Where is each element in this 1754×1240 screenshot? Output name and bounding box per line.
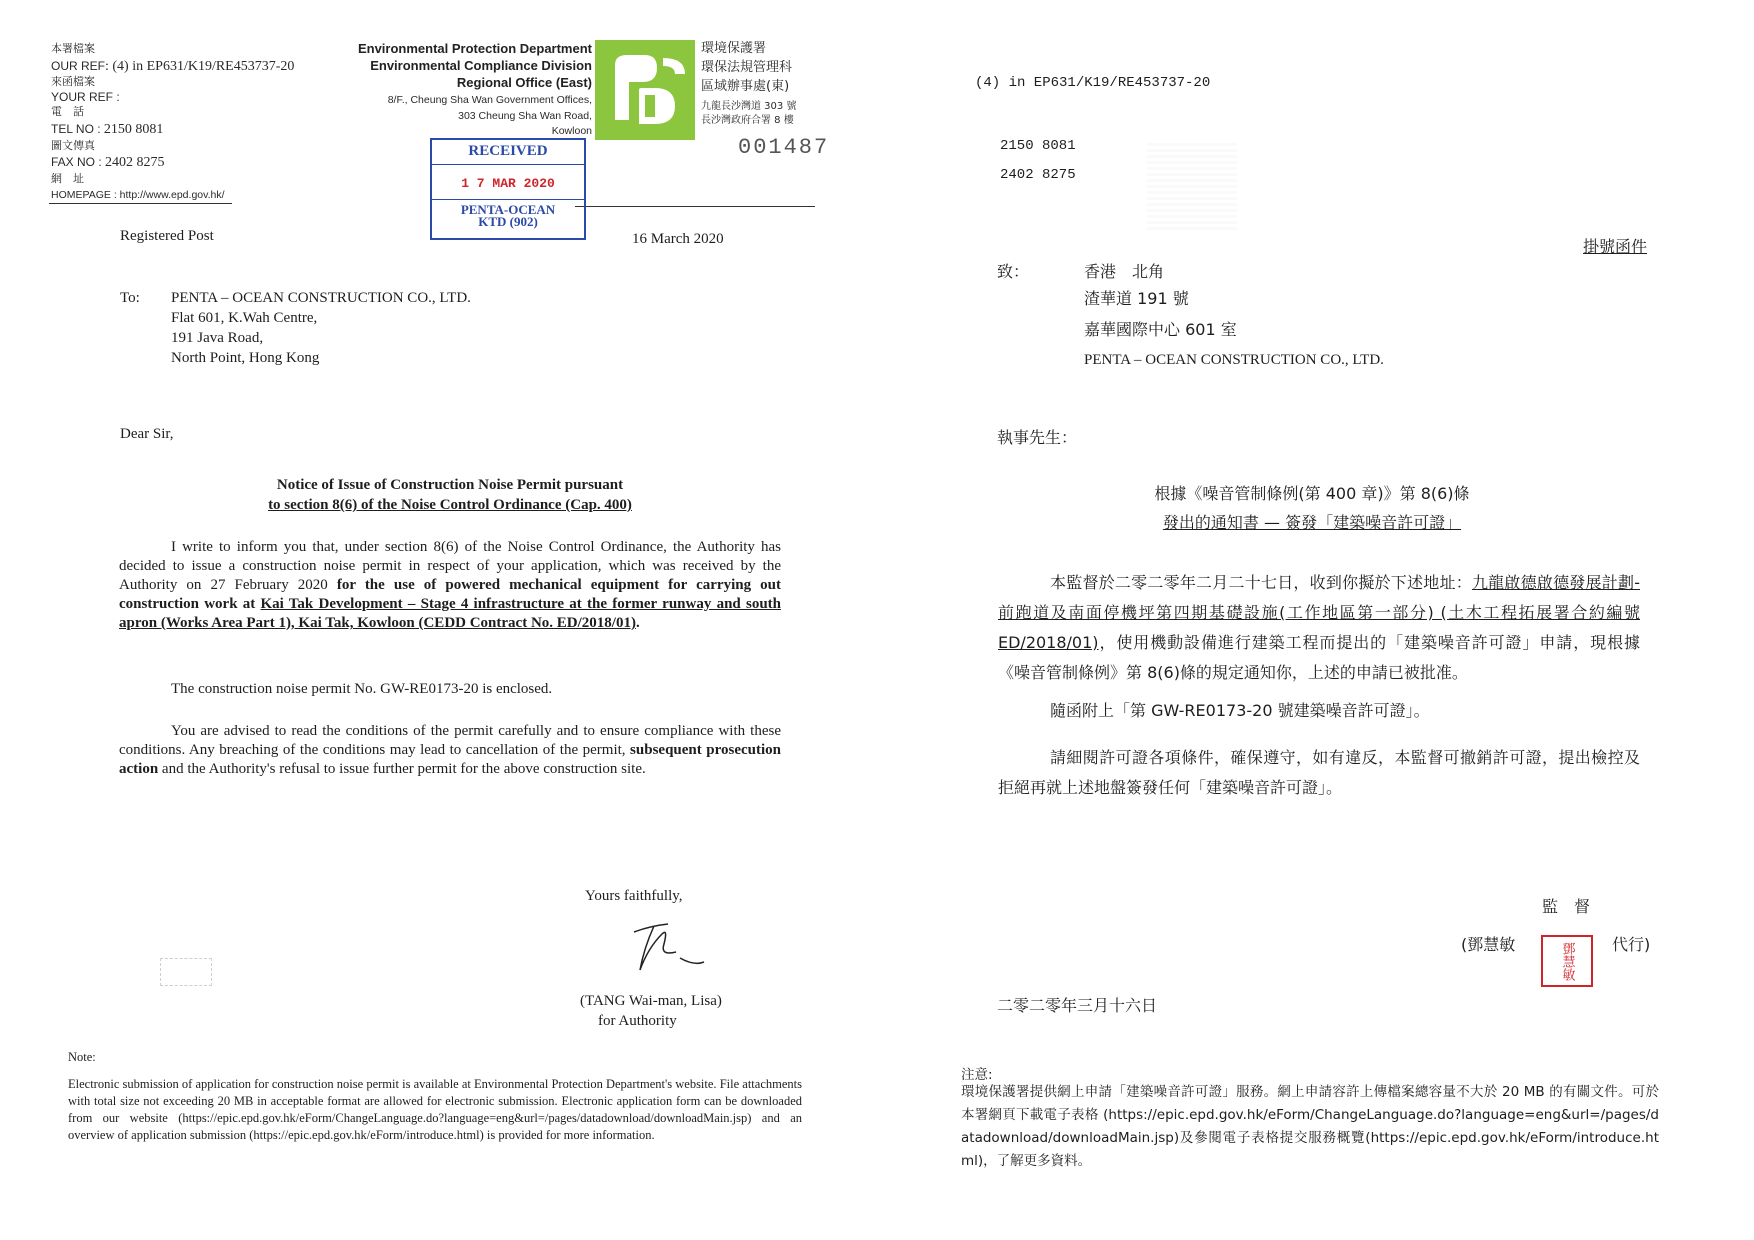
addressee-line-4: North Point, Hong Kong: [171, 350, 320, 366]
subject-zh-line-2: 發出的通知書 — 簽發「建築噪音許可證」: [1162, 513, 1462, 532]
dept-en-line-1: Environmental Protection Department: [357, 41, 592, 56]
registered-post: Registered Post: [120, 228, 214, 244]
address-zh-line-2: 渣華道 191 號: [1084, 289, 1189, 308]
paragraph-zh-3: 請細閱許可證各項條件，確保遵守，如有違反，本監督可撤銷許可證，提出檢控及拒絕再就上述地盤簽發任何「建築噪音許可證」。: [998, 748, 1640, 797]
date-zh: 二零二零年三月十六日: [997, 996, 1158, 1015]
serial-number: 001487: [738, 135, 830, 160]
supervisor-title: 監 督: [1542, 897, 1591, 916]
for-authority: for Authority: [598, 1013, 677, 1029]
addr-en-line-3: Kowloon: [551, 125, 592, 137]
your-ref-label-zh: 來函檔案: [51, 76, 95, 88]
to-label-zh: 致：: [997, 262, 1030, 281]
salutation-zh: 執事先生：: [997, 428, 1078, 447]
address-zh-line-3: 嘉華國際中心 601 室: [1084, 320, 1237, 339]
fax-line: FAX NO : 2402 8275: [51, 155, 165, 170]
paragraph-zh-1: 本監督於二零二零年二月二十七日，收到你擬於下述地址：九龍啟德啟德發展計劃-前跑道及南面停機坪第四期基礎設施(工作地區第一部分) (土木工程拓展署合約編號 ED/2018/01)，使用機動設備進行建築工程而提出的「建築噪音許可證」申請，現根據《噪音管制條例》第 8(6)條的規定通知你，上述的申請已被批准。: [998, 573, 1640, 682]
stamp-received: RECEIVED: [468, 143, 548, 159]
fax-label-zh: 圖文傳真: [51, 140, 95, 152]
stamp-company-code: KTD (902): [478, 214, 538, 229]
address-zh-line-1: 香港 北角: [1084, 262, 1165, 281]
to-label: To:: [120, 290, 140, 306]
stamp-date: 1 7 MAR 2020: [461, 176, 555, 191]
your-ref-label: YOUR REF :: [51, 90, 120, 104]
chinese-letter-page: [877, 0, 1754, 1240]
our-ref-line: OUR REF: (4) in EP631/K19/RE453737-20: [51, 59, 295, 74]
registered-mail: 掛號函件: [1583, 237, 1648, 256]
addressee-line-1: PENTA – OCEAN CONSTRUCTION CO., LTD.: [171, 290, 471, 306]
subject-zh-line-1: 根據《噪音管制條例(第 400 章)》第 8(6)條: [1154, 484, 1470, 503]
faint-mark: [160, 958, 212, 986]
signer-name: (TANG Wai-man, Lisa): [580, 993, 722, 1009]
signature-icon: [628, 918, 708, 976]
header-rule-right: [575, 206, 815, 207]
subject-line-2: to section 8(6) of the Noise Control Ordinance (Cap. 400): [268, 497, 632, 513]
address-zh-line-4: PENTA – OCEAN CONSTRUCTION CO., LTD.: [1084, 352, 1384, 368]
header-rule-left: [49, 203, 232, 204]
subject-line-1: Notice of Issue of Construction Noise Permit pursuant: [276, 477, 624, 493]
paragraph-zh-2: 隨函附上「第 GW-RE0173-20 號建築噪音許可證」。: [1050, 701, 1430, 720]
letter-date: 16 March 2020: [632, 231, 724, 247]
faint-header-mark: [1147, 140, 1237, 230]
addressee-line-2: Flat 601, K.Wah Centre,: [171, 310, 318, 326]
paragraph-2: The construction noise permit No. GW-RE0173-20 is enclosed.: [171, 681, 553, 697]
dept-zh-line-3: 區域辦事處(東): [701, 79, 790, 94]
paragraph-3: You are advised to read the conditions of the permit carefully and to ensure compliance with these conditions. Any breaching of the conditions may lead to cancellation of the permit, subsequent prosecution action and the Authority's refusal to issue further permit for the above construction site.: [119, 723, 781, 777]
addr-en-line-2: 303 Cheung Sha Wan Road,: [458, 110, 592, 122]
tel-label-zh: 電 話: [51, 106, 84, 118]
paragraph-1: I write to inform you that, under section 8(6) of the Noise Control Ordinance, the Authority has decided to issue a construction noise permit in respect of your application, which was received by the Authority on 27 February 2020 for the use of powered mechanical equipment for carrying out construction work at Kai Tak Development – Stage 4 infrastructure at the former runway and south apron (Works Area Part 1), Kai Tak, Kowloon (CEDD Contract No. ED/2018/01).: [119, 539, 781, 631]
dept-zh-line-2: 環保法規管理科: [701, 60, 793, 75]
note-text-zh: 環境保護署提供網上申請「建築噪音許可證」服務。網上申請容許上傳檔案總容量不大於 20 MB 的有關文件。可於本署網頁下載電子表格 (https://epic.epd.gov.hk/eForm/ChangeLanguage.do?language=eng&url=/pages/datadownload/downloadMain.jsp)及參閱電子表格提交服務概覽(https://epic.epd.gov.hk/eForm/introduce.html)，了解更多資料。: [961, 1084, 1659, 1169]
homepage-label-zh: 網 址: [51, 173, 84, 185]
signer-name-zh: (鄧慧敏: [1461, 935, 1516, 954]
homepage-line: HOMEPAGE : http://www.epd.gov.hk/: [51, 189, 225, 201]
acting-label: 代行): [1612, 935, 1651, 954]
addr-zh-line-2: 長沙灣政府合署 8 樓: [701, 115, 794, 126]
ref-number: (4) in EP631/K19/RE453737-20: [975, 75, 1211, 91]
epd-logo-icon: [595, 40, 695, 140]
tel-line: TEL NO : 2150 8081: [51, 122, 164, 137]
dept-en-line-3: Regional Office (East): [456, 75, 592, 90]
dept-en-line-2: Environmental Compliance Division: [370, 58, 592, 73]
closing: Yours faithfully,: [585, 888, 683, 904]
official-seal: 鄧慧敏: [1541, 935, 1593, 987]
note-text: Electronic submission of application for construction noise permit is available at Environmental Protection Department's website. File attachments with total size not exceeding 20 MB in acceptable format are allowed for electronic submission. Electronic application form can be downloaded from our website (https://epic.epd.gov.hk/eForm/ChangeLanguage.do?language=eng&url=/pages/datadownload/downloadMain.jsp) and an overview of application submission (https://epic.epd.gov.hk/eForm/introduce.html) is provided for more information.: [68, 1077, 802, 1142]
addr-en-line-1: 8/F., Cheung Sha Wan Government Offices,: [387, 94, 592, 106]
stamp-company: PENTA-OCEAN: [460, 202, 556, 217]
note-label: Note:: [68, 1050, 96, 1064]
our-ref-label-zh: 本署檔案: [51, 43, 95, 55]
fax-number: 2402 8275: [1000, 167, 1076, 183]
note-label-zh: 注意:: [961, 1067, 993, 1083]
received-stamp: [430, 138, 586, 240]
addressee-line-3: 191 Java Road,: [171, 330, 264, 346]
tel-number: 2150 8081: [1000, 138, 1076, 154]
addr-zh-line-1: 九龍長沙灣道 303 號: [701, 101, 797, 112]
dept-zh-line-1: 環境保護署: [701, 41, 767, 56]
salutation: Dear Sir,: [120, 426, 174, 442]
